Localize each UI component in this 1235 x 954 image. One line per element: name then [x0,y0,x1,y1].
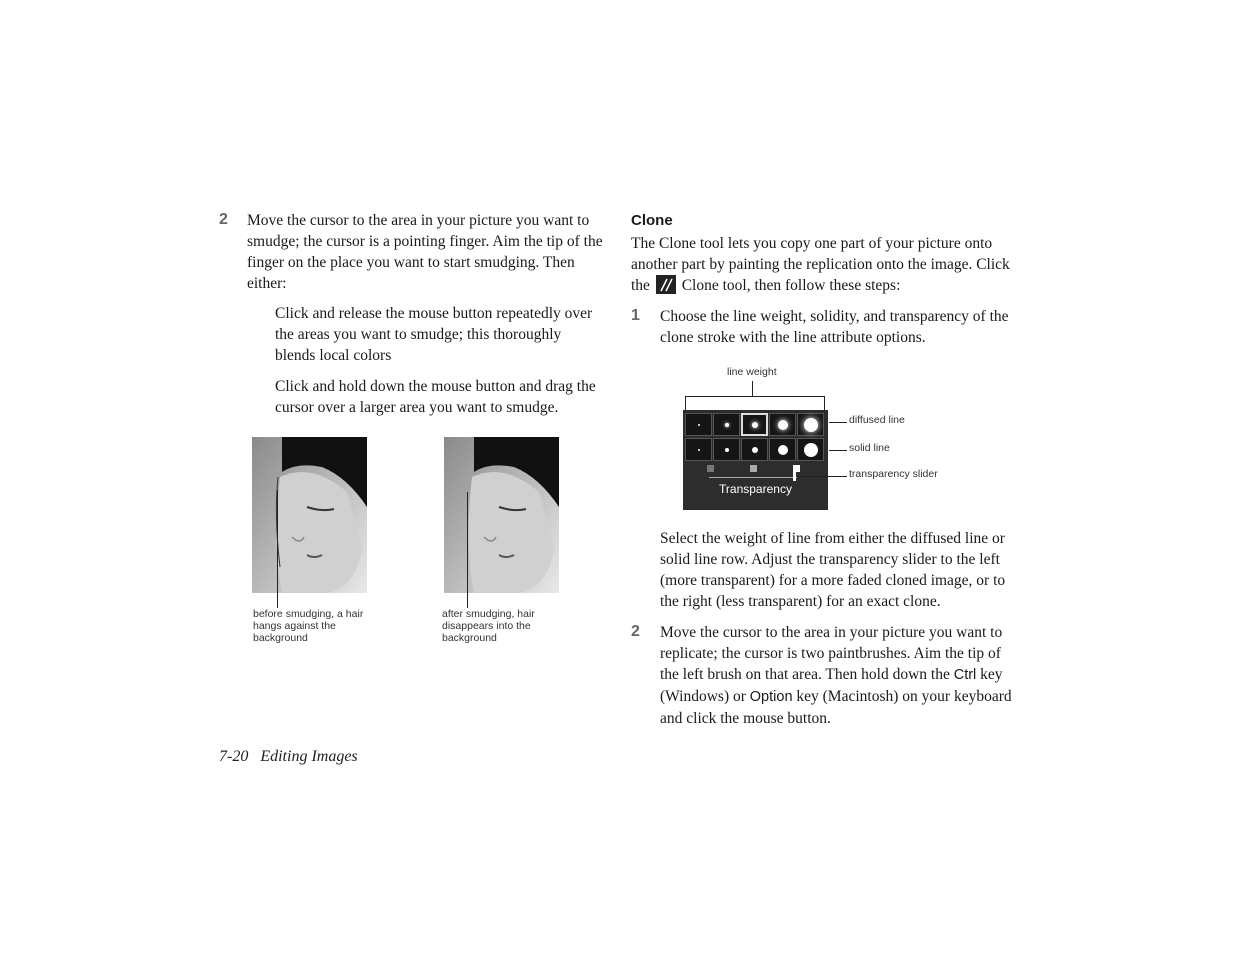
child-face-image [252,437,367,593]
solid-brush-1[interactable] [685,438,712,461]
bracket [685,396,686,410]
diffused-brush-2[interactable] [713,413,740,436]
bracket [685,396,825,397]
intro-text-a: The Clone tool lets you copy one part of your picture onto another part by painting the replication onto the image. Click the [631,235,1010,294]
key-ctrl: Ctrl [953,667,977,683]
select-text: Select the weight of line from either the diffused line or solid line row. Adjust the transparency slider to the left (more transparent) for a more faded cloned image, or to the right (less transparent) for an exact clone. [660,530,1006,610]
label-diffused-line: diffused line [849,414,905,426]
step2-text-b: key (Windows) or [660,666,1003,705]
step2-text-a: Move the cursor to the area in your picture you want to replicate; the cursor is two paintbrushes. Aim the tip of the left brush on that area. Then hold down the [660,624,1003,683]
option-text: Click and hold down the mouse button and drag the cursor over a larger area you want to smudge. [275,378,596,416]
diffused-brush-3[interactable] [741,413,768,436]
diffused-brush-1[interactable] [685,413,712,436]
solid-brush-5[interactable] [797,438,824,461]
caption-after: after smudging, hair disappears into the background [442,608,535,644]
callout-line [467,492,468,608]
bracket [824,396,825,410]
pointer-line [797,476,847,477]
pointer-line [829,422,847,423]
label-transparency-slider: transparency slider [849,468,938,480]
before-photo [252,437,367,593]
diffused-brush-5[interactable] [797,413,824,436]
transparency-slider-thumb[interactable] [793,470,796,481]
section-title: Editing Images [260,748,358,765]
step-text: Move the cursor to the area in your picture you want to smudge; the cursor is a pointing finger. Aim the tip of the finger on the place you want to start smudging. Then either: [247,212,603,292]
clone-tool-icon [656,275,676,294]
bracket [752,381,753,397]
intro-text-b: Clone tool, then follow these steps: [681,277,901,294]
step2-text-c: key (Macintosh) on your keyboard and click the mouse button. [660,688,1012,727]
step-number: 1 [631,307,640,324]
step-number: 2 [219,211,228,228]
label-solid-line: solid line [849,442,890,454]
section-heading: Clone [631,212,673,229]
option-text: Click and release the mouse button repeatedly over the areas you want to smudge; this thoroughly blends local colors [275,305,593,364]
label-line-weight: line weight [727,366,777,378]
slider-mid-icon [750,465,757,472]
solid-brush-2[interactable] [713,438,740,461]
page-footer [219,748,358,766]
transparency-slider-track[interactable] [709,477,797,478]
step-text [660,622,1022,729]
solid-brush-3[interactable] [741,438,768,461]
line-attribute-palette [683,410,828,510]
page-number: 7-20 [219,748,249,765]
key-option: Option [749,689,793,705]
palette-title: Transparency [719,482,792,496]
child-face-image [444,437,559,593]
step-text: Choose the line weight, solidity, and transparency of the clone stroke with the line attribute options. [660,308,1009,346]
slider-min-icon [707,465,714,472]
caption-before: before smudging, a hair hangs against the background [253,608,364,644]
diffused-brush-4[interactable] [769,413,796,436]
after-photo [444,437,559,593]
intro-text [631,233,1016,296]
pointer-line [829,450,847,451]
callout-line [277,490,278,608]
solid-brush-4[interactable] [769,438,796,461]
step-number: 2 [631,623,640,640]
